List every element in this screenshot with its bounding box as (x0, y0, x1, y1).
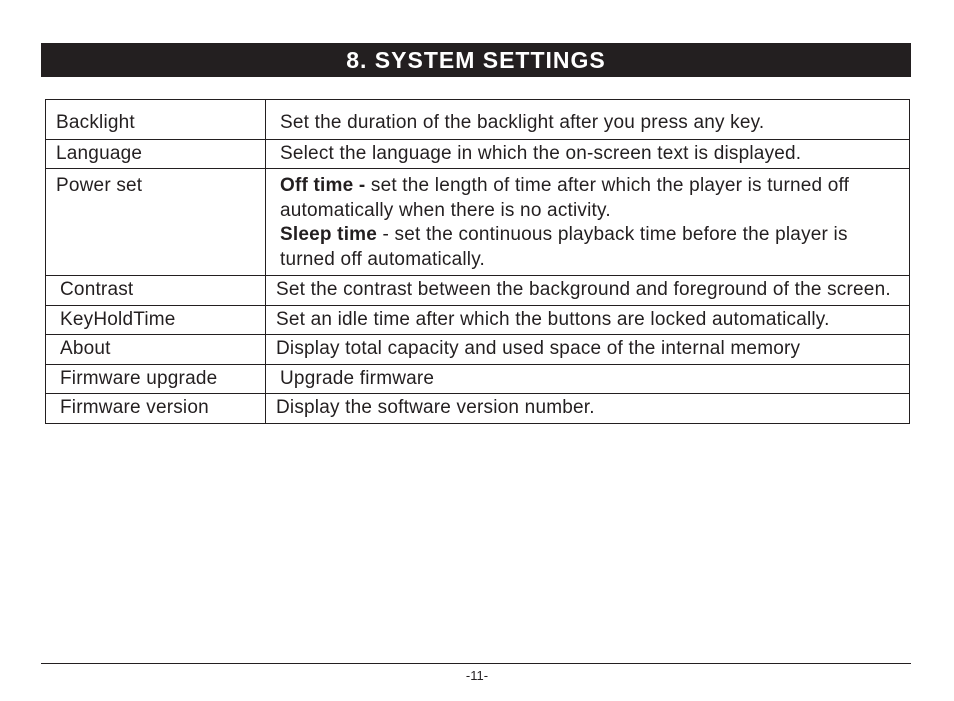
setting-name-cell (46, 139, 266, 169)
setting-description: Set the contrast between the background and foreground of the screen. (276, 279, 891, 300)
table-row (46, 276, 910, 306)
setting-name-cell (46, 335, 266, 365)
table-row (46, 139, 910, 169)
setting-name-cell (46, 276, 266, 306)
table-row (46, 364, 910, 394)
setting-name: Power set (56, 175, 143, 196)
setting-name: About (60, 338, 111, 359)
setting-description-cell (266, 100, 910, 140)
setting-description: Select the language in which the on-screen text is displayed. (280, 142, 802, 164)
setting-name: Backlight (56, 112, 135, 133)
setting-description-cell (266, 335, 910, 365)
table-row (46, 100, 910, 140)
setting-name-cell (46, 305, 266, 335)
table-row (46, 305, 910, 335)
setting-description: Set the duration of the backlight after you press any key. (280, 112, 765, 133)
setting-description-cell (266, 169, 910, 276)
setting-description: Set an idle time after which the buttons are locked automatically. (276, 308, 830, 330)
page-number: -11- (465, 668, 489, 683)
table-row (46, 169, 910, 276)
setting-name-cell (46, 169, 266, 276)
section-header-bar (41, 43, 911, 77)
table-row (46, 394, 910, 424)
setting-description: Display total capacity and used space of the internal memory (276, 338, 801, 359)
off-time-term: Off time - (280, 175, 366, 196)
footer-divider (41, 663, 911, 664)
setting-description-cell (266, 394, 910, 424)
setting-description (280, 169, 907, 275)
setting-name: KeyHoldTime (60, 308, 176, 330)
setting-name-cell (46, 394, 266, 424)
setting-description-cell (266, 276, 910, 306)
setting-description: Display the software version number. (276, 397, 595, 418)
setting-name: Contrast (60, 279, 134, 300)
settings-table (45, 99, 910, 424)
setting-description: Upgrade firmware (280, 367, 435, 389)
off-time-text: set the length of time after which the player is turned off automatically when there is no activity. (280, 175, 850, 221)
setting-name-cell (46, 364, 266, 394)
setting-description-cell (266, 139, 910, 169)
setting-name: Firmware upgrade (60, 367, 218, 389)
setting-name: Language (56, 142, 143, 164)
setting-name: Firmware version (60, 397, 209, 418)
sleep-time-term: Sleep time (280, 224, 378, 245)
setting-description-cell (266, 364, 910, 394)
section-title: 8. SYSTEM SETTINGS (346, 46, 606, 73)
sleep-time-text: - set the continuous playback time before the player is turned off automatically. (280, 224, 848, 270)
table-row (46, 335, 910, 365)
setting-name-cell (46, 100, 266, 140)
setting-description-cell (266, 305, 910, 335)
